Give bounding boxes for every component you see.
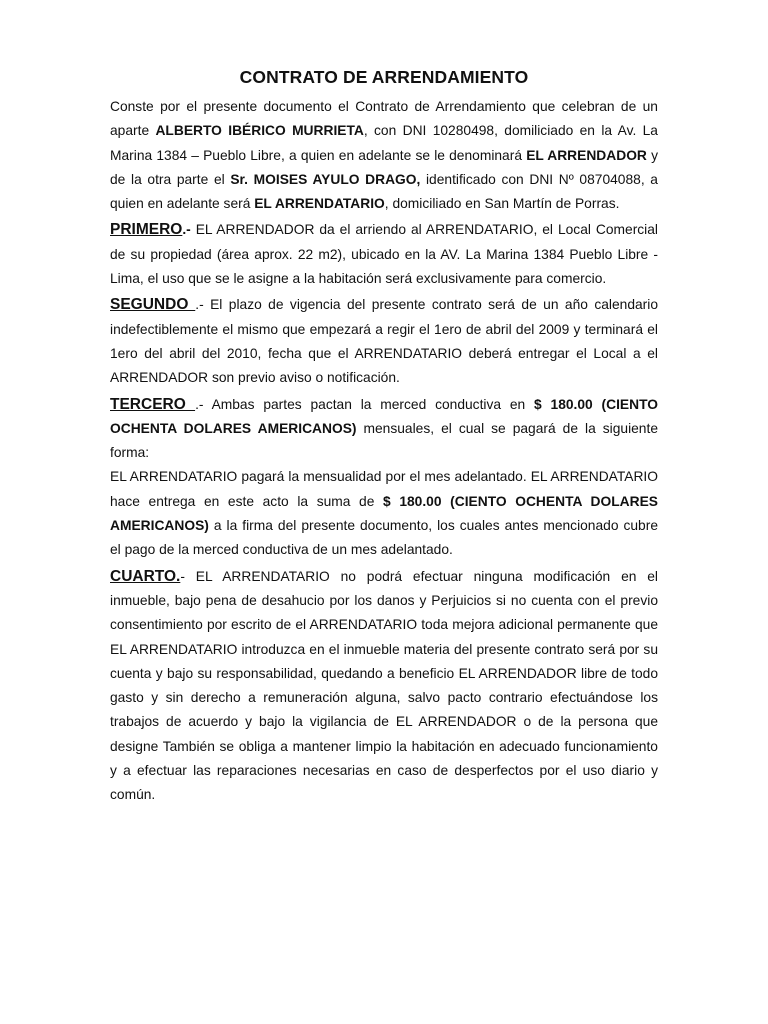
clause-cuarto-separator: - bbox=[180, 568, 196, 584]
intro-text-3: y de la otra parte el bbox=[110, 147, 658, 187]
deposit-amount: $ 180.00 (CIENTO OCHENTA DOLARES AMERICANOS) bbox=[110, 493, 659, 534]
clause-segundo bbox=[110, 293, 658, 390]
clause-segundo-separator: .- bbox=[195, 297, 211, 313]
clause-primero-separator: .- bbox=[182, 222, 196, 238]
clause-cuarto-heading: CUARTO. bbox=[110, 567, 181, 585]
intro-text-4: identificado con DNI Nº 08704088, a quien en adelante será bbox=[110, 171, 658, 212]
lessor-name: ALBERTO IBÉRICO MURRIETA bbox=[155, 123, 364, 139]
lessee-term: EL ARRENDATARIO bbox=[254, 196, 385, 212]
intro-text-2: , con DNI 10280498, domiliciado en la Av. La Marina 1384 – Pueblo Libre, a quien en adelante se le denominará bbox=[110, 123, 658, 163]
clause-tercero-payment bbox=[110, 465, 658, 562]
clause-primero-heading: PRIMERO bbox=[110, 221, 183, 239]
document-title: CONTRATO DE ARRENDAMIENTO bbox=[239, 67, 529, 87]
clause-primero bbox=[110, 218, 658, 291]
clause-tercero-text-1: Ambas partes pactan la merced conductiva en bbox=[211, 396, 535, 412]
clause-cuarto-text: EL ARRENDATARIO no podrá efectuar ninguna modificación en el inmueble, bajo pena de desahucio por los danos y Perjuicios si no cuenta con el previo consentimiento por escrito de el ARRENDATARIO toda mejora adicional permanente que EL ARRENDATARIO introduzca en el inmueble materia del presente contrato será por su cuenta y bajo su responsabilidad, quedando a beneficio EL ARRENDADOR libre de todo gasto y sin derecho a remuneración alguna, salvo pacto contrario efectuándose los trabajos de acuerdo y bajo la vigilancia de EL ARRENDADOR o de la persona que designe También se obliga a mantener limpio la habitación en adecuado funcionamiento y a efectuar las reparaciones necesarias en caso de desperfectos por el uso diario y común. bbox=[110, 568, 658, 803]
lessee-name: Sr. MOISES AYULO DRAGO, bbox=[230, 171, 421, 187]
clause-tercero-heading: TERCERO bbox=[110, 395, 196, 413]
clause-tercero-text-2: mensuales, el cual se pagará de la siguiente forma: bbox=[110, 420, 658, 461]
clause-cuarto bbox=[110, 565, 658, 808]
intro-paragraph bbox=[110, 95, 658, 216]
lessor-term: EL ARRENDADOR bbox=[526, 147, 647, 163]
contract-page bbox=[110, 66, 658, 808]
clause-tercero-separator: .- bbox=[195, 396, 212, 412]
clause-tercero bbox=[110, 393, 658, 466]
clause-segundo-heading: SEGUNDO bbox=[110, 296, 196, 314]
rent-amount: $ 180.00 (CIENTO OCHENTA DOLARES AMERICANOS) bbox=[110, 396, 659, 436]
clause-segundo-text: El plazo de vigencia del presente contrato será de un año calendario indefectiblemente el mismo que empezará a regir el 1ero de abril del 2009 y terminará el 1ero del abril del 2010, fecha que el ARRENDATARIO deberá entregar el Local a el ARRENDADOR son previo aviso o notificación. bbox=[110, 297, 658, 386]
intro-text-5: , domiciliado en San Martín de Porras. bbox=[384, 196, 620, 212]
payment-text-2: a la firma del presente documento, los cuales antes mencionado cubre el pago de la merced conductiva de un mes adelantado. bbox=[110, 518, 658, 558]
clause-primero-text: EL ARRENDADOR da el arriendo al ARRENDATARIO, el Local Comercial de su propiedad (área aprox. 22 m2), ubicado en la AV. La Marina 1384 Pueblo Libre - Lima, el uso que se le asigne a la habitación será exclusivamente para comercio. bbox=[110, 222, 658, 287]
intro-text-1: Conste por el presente documento el Contrato de Arrendamiento que celebran de un aparte bbox=[110, 99, 658, 139]
payment-text-1: EL ARRENDATARIO pagará la mensualidad por el mes adelantado. EL ARRENDATARIO hace entrega en este acto la suma de bbox=[110, 469, 658, 509]
